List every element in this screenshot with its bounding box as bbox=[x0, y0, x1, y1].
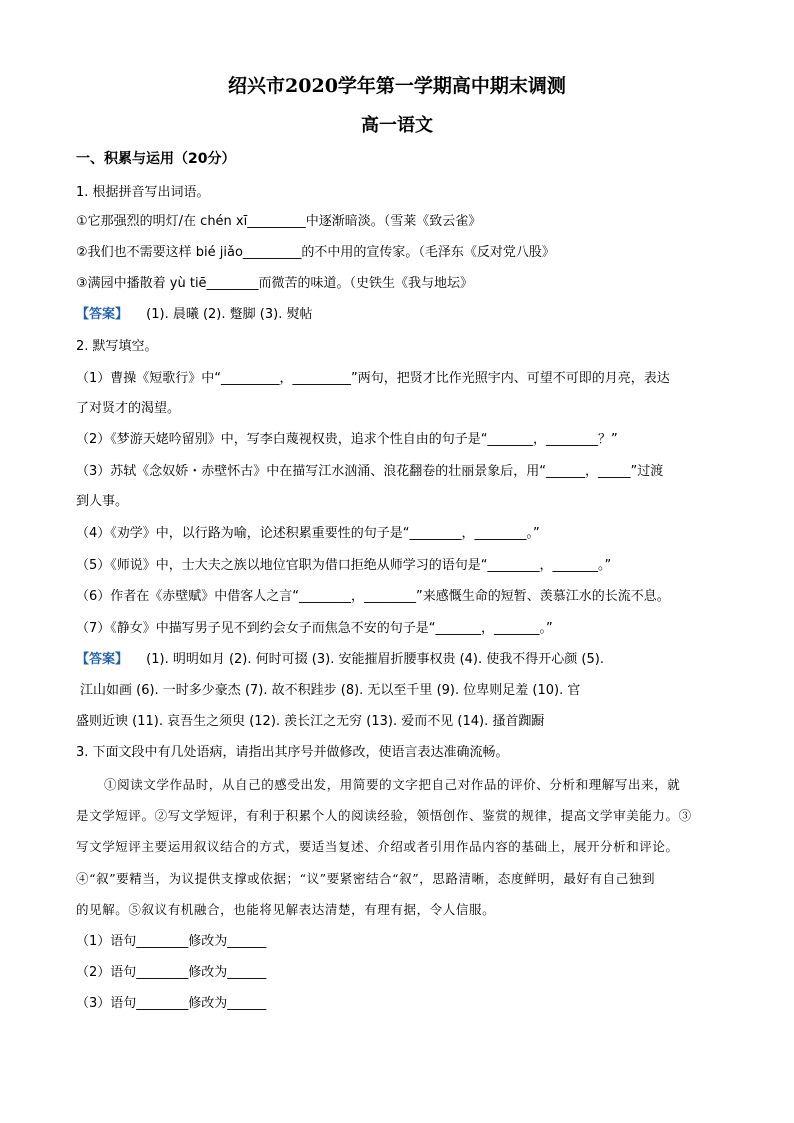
question-1-stem: 1. 根据拼音写出词语。 bbox=[76, 185, 210, 200]
question-1-item: ①它那强烈的明灯/在 chén xī_________中逐渐暗淡。（雪莱《致云雀》 bbox=[76, 214, 482, 229]
answer-text: (1). 明明如月 (2). 何时可掇 (3). 安能摧眉折腰事权贵 (4). 使我不得开心颜 (5). bbox=[146, 652, 604, 667]
document-subtitle: 高一语文 bbox=[361, 115, 433, 136]
question-1-item: ③满园中播散着 yù tiē________而微苦的味道。（史铁生《我与地坛》 bbox=[76, 276, 474, 291]
section-heading: 一、积累与运用（20分） bbox=[76, 151, 236, 167]
question-2-line: （7）《静女》中描写男子见不到约会女子而焦急不安的句子是“_______，_______。” bbox=[76, 621, 553, 636]
passage-line: ①阅读文学作品时，从自己的感受出发，用简要的文字把自己对作品的评价、分析和理解写出来，就 bbox=[104, 777, 681, 792]
answer-text: 盛则近谀 (11). 哀吾生之须臾 (12). 羡长江之无穷 (13). 爱而不见 (14). 搔首踟蹰 bbox=[76, 714, 545, 729]
passage-line: ④“叙”要精当，为议提供支撑或依据；“议”要紧密结合“叙”，思路清晰，态度鲜明，最好有自己独到 bbox=[76, 871, 656, 886]
question-2-line: 了对贤才的渴望。 bbox=[76, 401, 181, 416]
question-2-line: （3）苏轼《念奴娇・赤壁怀古》中在描写江水汹涌、浪花翻卷的壮丽景象后，用“______，_____”过渡 bbox=[76, 464, 664, 479]
question-2-line: （1）曹操《短歌行》中“_________，_________”两句，把贤才比作光照宇内、可望不可即的月亮，表达 bbox=[76, 371, 670, 386]
answer-row bbox=[76, 306, 312, 324]
passage-line: 是文学短评。②写文学短评，有利于积累个人的阅读经验，领悟创作、鉴赏的规律，提高文学审美能力。③ bbox=[76, 808, 692, 823]
document-title: 绍兴市2020学年第一学期高中期末调测 bbox=[228, 75, 566, 97]
question-2-line: 到人事。 bbox=[76, 494, 129, 509]
answer-blank-line: （2）语句________修改为______ bbox=[76, 965, 267, 980]
answer-blank-line: （1）语句________修改为______ bbox=[76, 934, 267, 949]
answer-blank-line: （3）语句________修改为______ bbox=[76, 996, 267, 1011]
question-3-stem: 3. 下面文段中有几处语病，请指出其序号并做修改，使语言表达准确流畅。 bbox=[76, 745, 509, 760]
question-2-line: （2）《梦游天姥吟留别》中，写李白蔑视权贵，追求个性自由的句子是“_______，________？” bbox=[76, 432, 618, 447]
answer-row bbox=[76, 651, 604, 669]
passage-line: 的见解。⑤叙议有机融合，也能将见解表达清楚，有理有据，令人信服。 bbox=[76, 902, 496, 917]
question-1-item: ②我们也不需要这样 bié jiǎo_________的不中用的宣传家。（毛泽东《反对党八股》 bbox=[76, 245, 555, 260]
passage-line: 写文学短评主要运用叙议结合的方式，要适当复述、介绍或者引用作品内容的基础上，展开分析和评论。 bbox=[76, 839, 679, 854]
answer-label: 【答案】 bbox=[76, 307, 129, 322]
question-2-line: （4）《劝学》中，以行路为喻，论述积累重要性的句子是“________，________。” bbox=[76, 526, 540, 541]
question-2-stem: 2. 默写填空。 bbox=[76, 339, 158, 354]
question-2-line: （5）《师说》中，士大夫之族以地位官职为借口拒绝从师学习的语句是“________，_______。” bbox=[76, 558, 612, 573]
answer-label: 【答案】 bbox=[76, 652, 129, 667]
answer-text: 江山如画 (6). 一时多少豪杰 (7). 故不积跬步 (8). 无以至千里 (9). 位卑则足羞 (10). 官 bbox=[80, 683, 581, 698]
question-2-line: （6）作者在《赤壁赋》中借客人之言“________，________”来感慨生命的短暂、羡慕江水的长流不息。 bbox=[76, 589, 670, 604]
answer-text: (1). 晨曦 (2). 蹩脚 (3). 熨帖 bbox=[146, 307, 313, 322]
